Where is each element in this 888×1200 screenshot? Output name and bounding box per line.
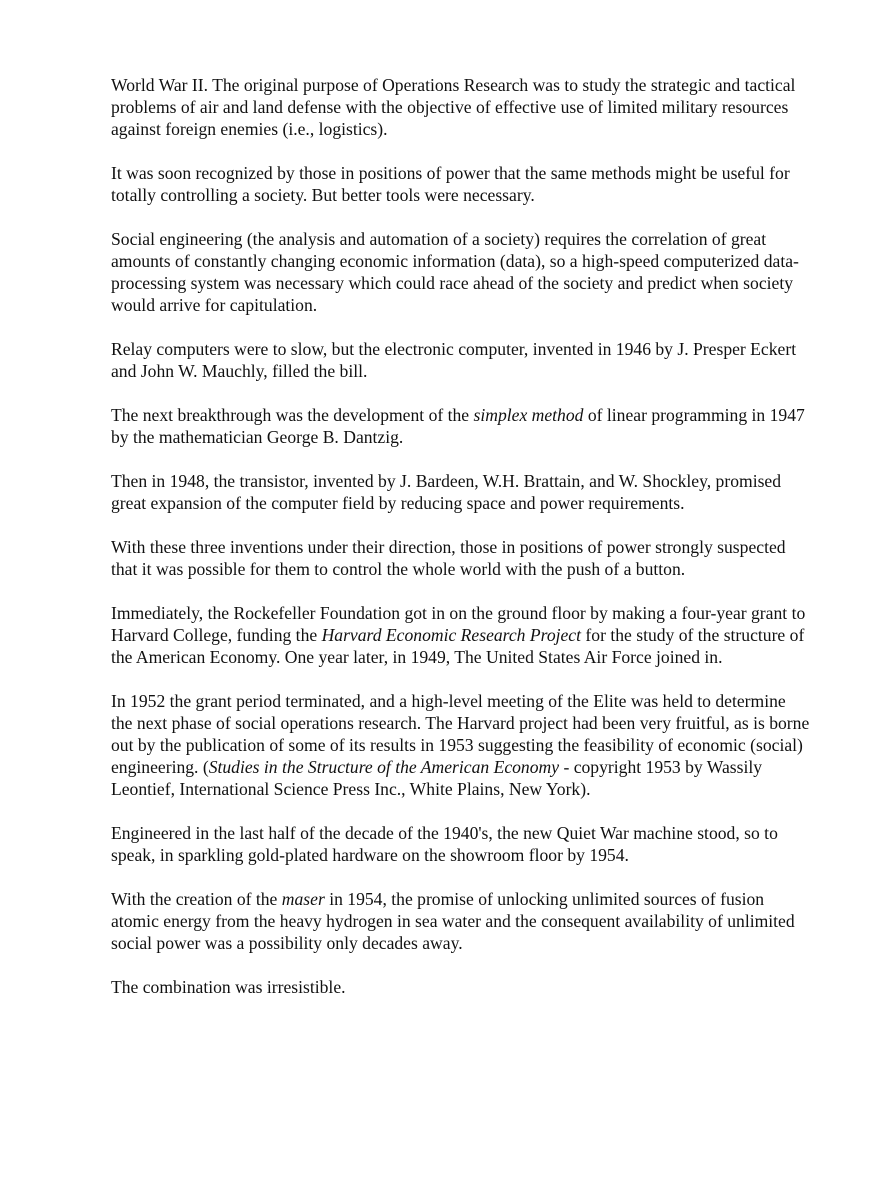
body-paragraph — [111, 602, 811, 668]
italic-text-run: maser — [281, 889, 325, 909]
body-paragraph — [111, 690, 811, 800]
body-paragraph — [111, 162, 811, 206]
text-run: The combination was irresistible. — [111, 977, 346, 997]
text-run: of linear programming in 1947 by the mathematician George B. Dantzig. — [111, 405, 805, 447]
body-paragraph — [111, 228, 811, 316]
italic-text-run: Harvard Economic Research Project — [321, 625, 582, 645]
document-page — [111, 74, 811, 998]
text-run: It was soon recognized by those in positions of power that the same methods might be useful for totally controlling a society. But better tools were necessary. — [111, 163, 790, 205]
body-paragraph — [111, 404, 811, 448]
text-run: Social engineering (the analysis and automation of a society) requires the correlation of great amounts of constantly changing economic information (data), so a high-speed computerized data-processing system was necessary which could race ahead of the society and predict when society would arrive for capitulation. — [111, 229, 799, 315]
body-paragraph — [111, 976, 811, 998]
text-run: World War II. The original purpose of Operations Research was to study the strategic and tactical problems of air and land defense with the objective of effective use of limited military resources against foreign enemies (i.e., logistics). — [111, 75, 796, 139]
text-run: in 1954, the promise of unlocking unlimited sources of fusion atomic energy from the heavy hydrogen in sea water and the consequent availability of unlimited social power was a possibility only decades away. — [111, 889, 795, 953]
body-paragraph — [111, 536, 811, 580]
text-run: In 1952 the grant period terminated, and a high-level meeting of the Elite was held to determine the next phase of social operations research. The Harvard project had been very fruitful, as is borne out by the publication of some of its results in 1953 suggesting the feasibility of economic (social) engineering. ( — [111, 691, 810, 777]
body-paragraph — [111, 74, 811, 140]
body-paragraph — [111, 822, 811, 866]
italic-text-run: simplex method — [473, 405, 584, 425]
text-run: Then in 1948, the transistor, invented by J. Bardeen, W.H. Brattain, and W. Shockley, promised great expansion of the computer field by reducing space and power requirements. — [111, 471, 782, 513]
text-run: for the study of the structure of the American Economy. One year later, in 1949, The United States Air Force joined in. — [111, 625, 805, 667]
text-run: The next breakthrough was the development of the — [111, 405, 474, 425]
body-paragraph — [111, 470, 811, 514]
text-run: With the creation of the — [111, 889, 282, 909]
italic-text-run: Studies in the Structure of the American Economy — [208, 757, 560, 777]
text-run: - copyright 1953 by Wassily Leontief, International Science Press Inc., White Plains, New York). — [111, 757, 763, 799]
body-paragraph — [111, 338, 811, 382]
text-run: Immediately, the Rockefeller Foundation got in on the ground floor by making a four-year grant to Harvard College, funding the — [111, 603, 806, 645]
text-run: With these three inventions under their direction, those in positions of power strongly suspected that it was possible for them to control the whole world with the push of a button. — [111, 537, 786, 579]
text-run: Relay computers were to slow, but the electronic computer, invented in 1946 by J. Presper Eckert and John W. Mauchly, filled the bill. — [111, 339, 797, 381]
body-paragraph — [111, 888, 811, 954]
text-run: Engineered in the last half of the decade of the 1940's, the new Quiet War machine stood, so to speak, in sparkling gold-plated hardware on the showroom floor by 1954. — [111, 823, 778, 865]
